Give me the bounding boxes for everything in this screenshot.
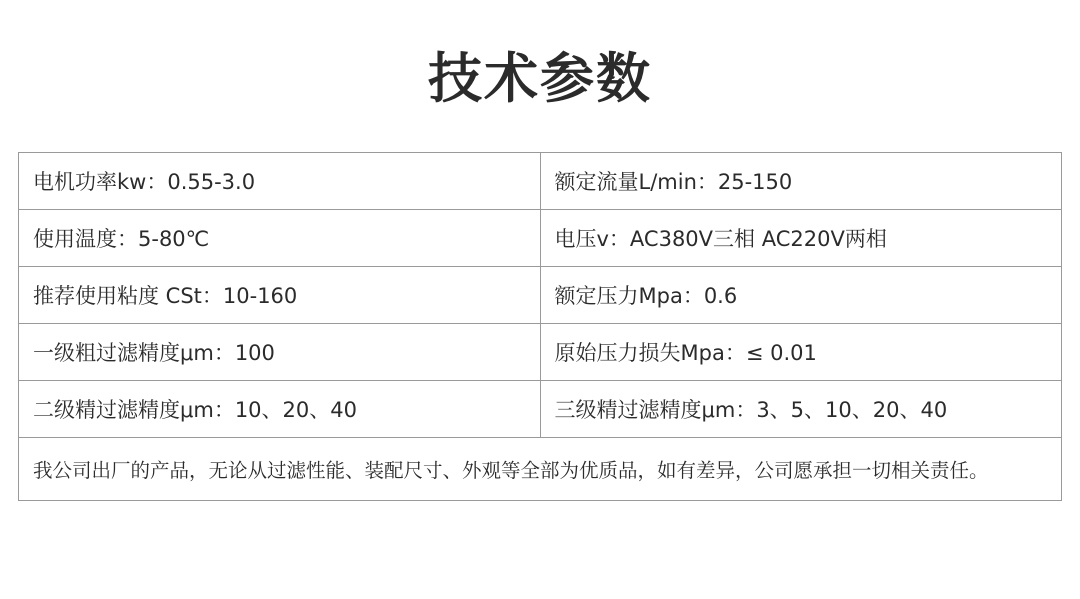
technical-parameters-table	[18, 152, 1062, 501]
spec-cell-tertiary-filtration: 三级精过滤精度μm：3、5、10、20、40	[540, 381, 1062, 438]
page-title: 技术参数	[428, 47, 652, 110]
table-row	[19, 210, 1062, 267]
spec-cell-voltage: 电压v：AC380V三相 AC220V两相	[540, 210, 1062, 267]
table-row	[19, 381, 1062, 438]
table-row	[19, 324, 1062, 381]
spec-cell-rated-pressure: 额定压力Mpa：0.6	[540, 267, 1062, 324]
quality-statement-note: 我公司出厂的产品，无论从过滤性能、装配尺寸、外观等全部为优质品，如有差异，公司愿承担一切相关责任。	[19, 438, 1062, 501]
spec-cell-rated-flow: 额定流量L/min：25-150	[540, 153, 1062, 210]
spec-cell-secondary-filtration: 二级精过滤精度μm：10、20、40	[19, 381, 541, 438]
table-body	[19, 153, 1062, 501]
spec-cell-working-temperature: 使用温度：5-80℃	[19, 210, 541, 267]
spec-cell-recommended-viscosity: 推荐使用粘度 CSt：10-160	[19, 267, 541, 324]
spec-cell-motor-power: 电机功率kw：0.55-3.0	[19, 153, 541, 210]
table-row	[19, 153, 1062, 210]
spec-cell-initial-pressure-loss: 原始压力损失Mpa：≤ 0.01	[540, 324, 1062, 381]
spec-cell-primary-filtration: 一级粗过滤精度μm：100	[19, 324, 541, 381]
table-row	[19, 267, 1062, 324]
table-row-note	[19, 438, 1062, 501]
